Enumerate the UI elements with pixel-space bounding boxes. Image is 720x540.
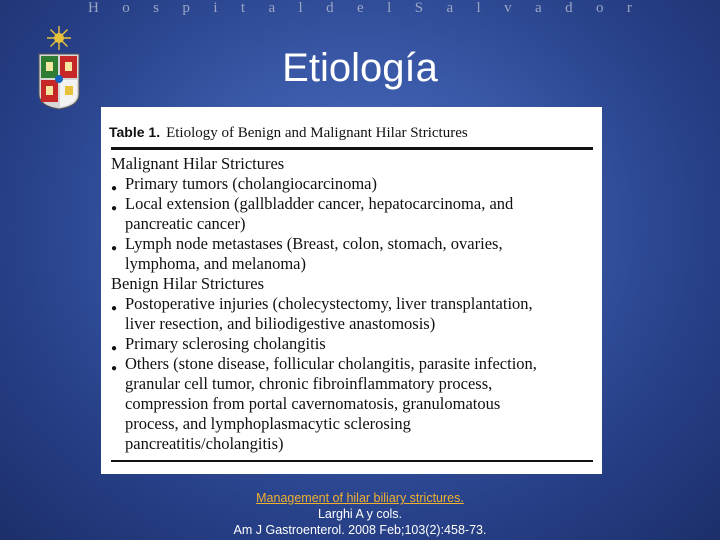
citation-authors: Larghi A y cols. — [317, 507, 403, 521]
citation-link[interactable]: Management of hilar biliary strictures. — [256, 491, 464, 505]
bullet-icon: ● — [111, 183, 118, 194]
table-item-line: lymphoma, and melanoma) — [125, 254, 306, 273]
bullet-icon: ● — [111, 203, 118, 214]
citation-journal: Am J Gastroenterol. 2008 Feb;103(2):458-73. — [233, 523, 487, 537]
table-item-line: Lymph node metastases (Breast, colon, stomach, ovaries, — [125, 234, 503, 253]
table-section-heading: Malignant Hilar Strictures — [111, 154, 285, 173]
hospital-letter: l — [476, 0, 481, 16]
table-body — [111, 154, 592, 454]
table-caption-text: Etiology of Benign and Malignant Hilar Strictures — [166, 125, 468, 141]
hospital-letter: l — [298, 0, 303, 16]
hospital-letter: S — [414, 0, 424, 16]
etiology-table-image — [101, 107, 602, 474]
hospital-letter: i — [213, 0, 218, 16]
table-section-heading: Benign Hilar Strictures — [111, 274, 265, 293]
table-list-item — [111, 194, 592, 234]
hospital-letter: e — [357, 0, 364, 16]
bullet-icon: ● — [111, 363, 118, 374]
table-item-line: Others (stone disease, follicular cholangitis, parasite infection, — [125, 354, 537, 373]
table-item-line: process, and lymphoplasmacytic sclerosing — [125, 414, 411, 433]
table-caption — [109, 121, 592, 144]
hospital-letter: d — [565, 0, 573, 16]
hospital-letter: a — [535, 0, 542, 16]
bullet-icon: ● — [111, 303, 118, 314]
bullet-icon: ● — [111, 243, 118, 254]
hospital-letter: t — [240, 0, 246, 16]
hospital-letter: o — [595, 0, 604, 16]
table-item-line: pancreatic cancer) — [125, 214, 246, 233]
table-bottom-rule — [111, 460, 593, 462]
table-item-line: granular cell tumor, chronic fibroinflammatory process, — [125, 374, 493, 393]
hospital-letter: s — [153, 0, 159, 16]
table-item-line: Local extension (gallbladder cancer, hepatocarcinoma, and — [125, 194, 514, 213]
hospital-letter: H — [88, 0, 99, 16]
hospital-letter: p — [182, 0, 190, 16]
slide-title: Etiología — [282, 46, 438, 90]
table-top-rule — [111, 147, 593, 150]
table-list-item — [111, 334, 592, 354]
table-item-line: Postoperative injuries (cholecystectomy, liver transplantation, — [125, 294, 533, 313]
hospital-letter: d — [326, 0, 334, 16]
citation — [0, 490, 720, 538]
table-list-item — [111, 174, 592, 194]
table-list-item — [111, 234, 592, 274]
table-item-line: pancreatitis/cholangitis) — [125, 434, 284, 453]
table-list-item — [111, 294, 592, 334]
hospital-letter: a — [446, 0, 454, 16]
table-item-line: liver resection, and biliodigestive anastomosis) — [125, 314, 436, 333]
table-item-line: Primary sclerosing cholangitis — [125, 334, 326, 353]
hospital-name-banner — [0, 0, 720, 20]
table-label: Table 1. — [109, 124, 161, 140]
hospital-letter: r — [626, 0, 632, 16]
hospital-letter: l — [387, 0, 392, 16]
hospital-letter: v — [504, 0, 512, 16]
table-item-line: Primary tumors (cholangiocarcinoma) — [125, 174, 378, 193]
hospital-letter: o — [122, 0, 130, 16]
table-item-line: compression from portal cavernomatosis, granulomatous — [125, 394, 501, 413]
bullet-icon: ● — [111, 343, 118, 354]
hospital-letter: a — [268, 0, 276, 16]
table-list-item — [111, 354, 592, 454]
